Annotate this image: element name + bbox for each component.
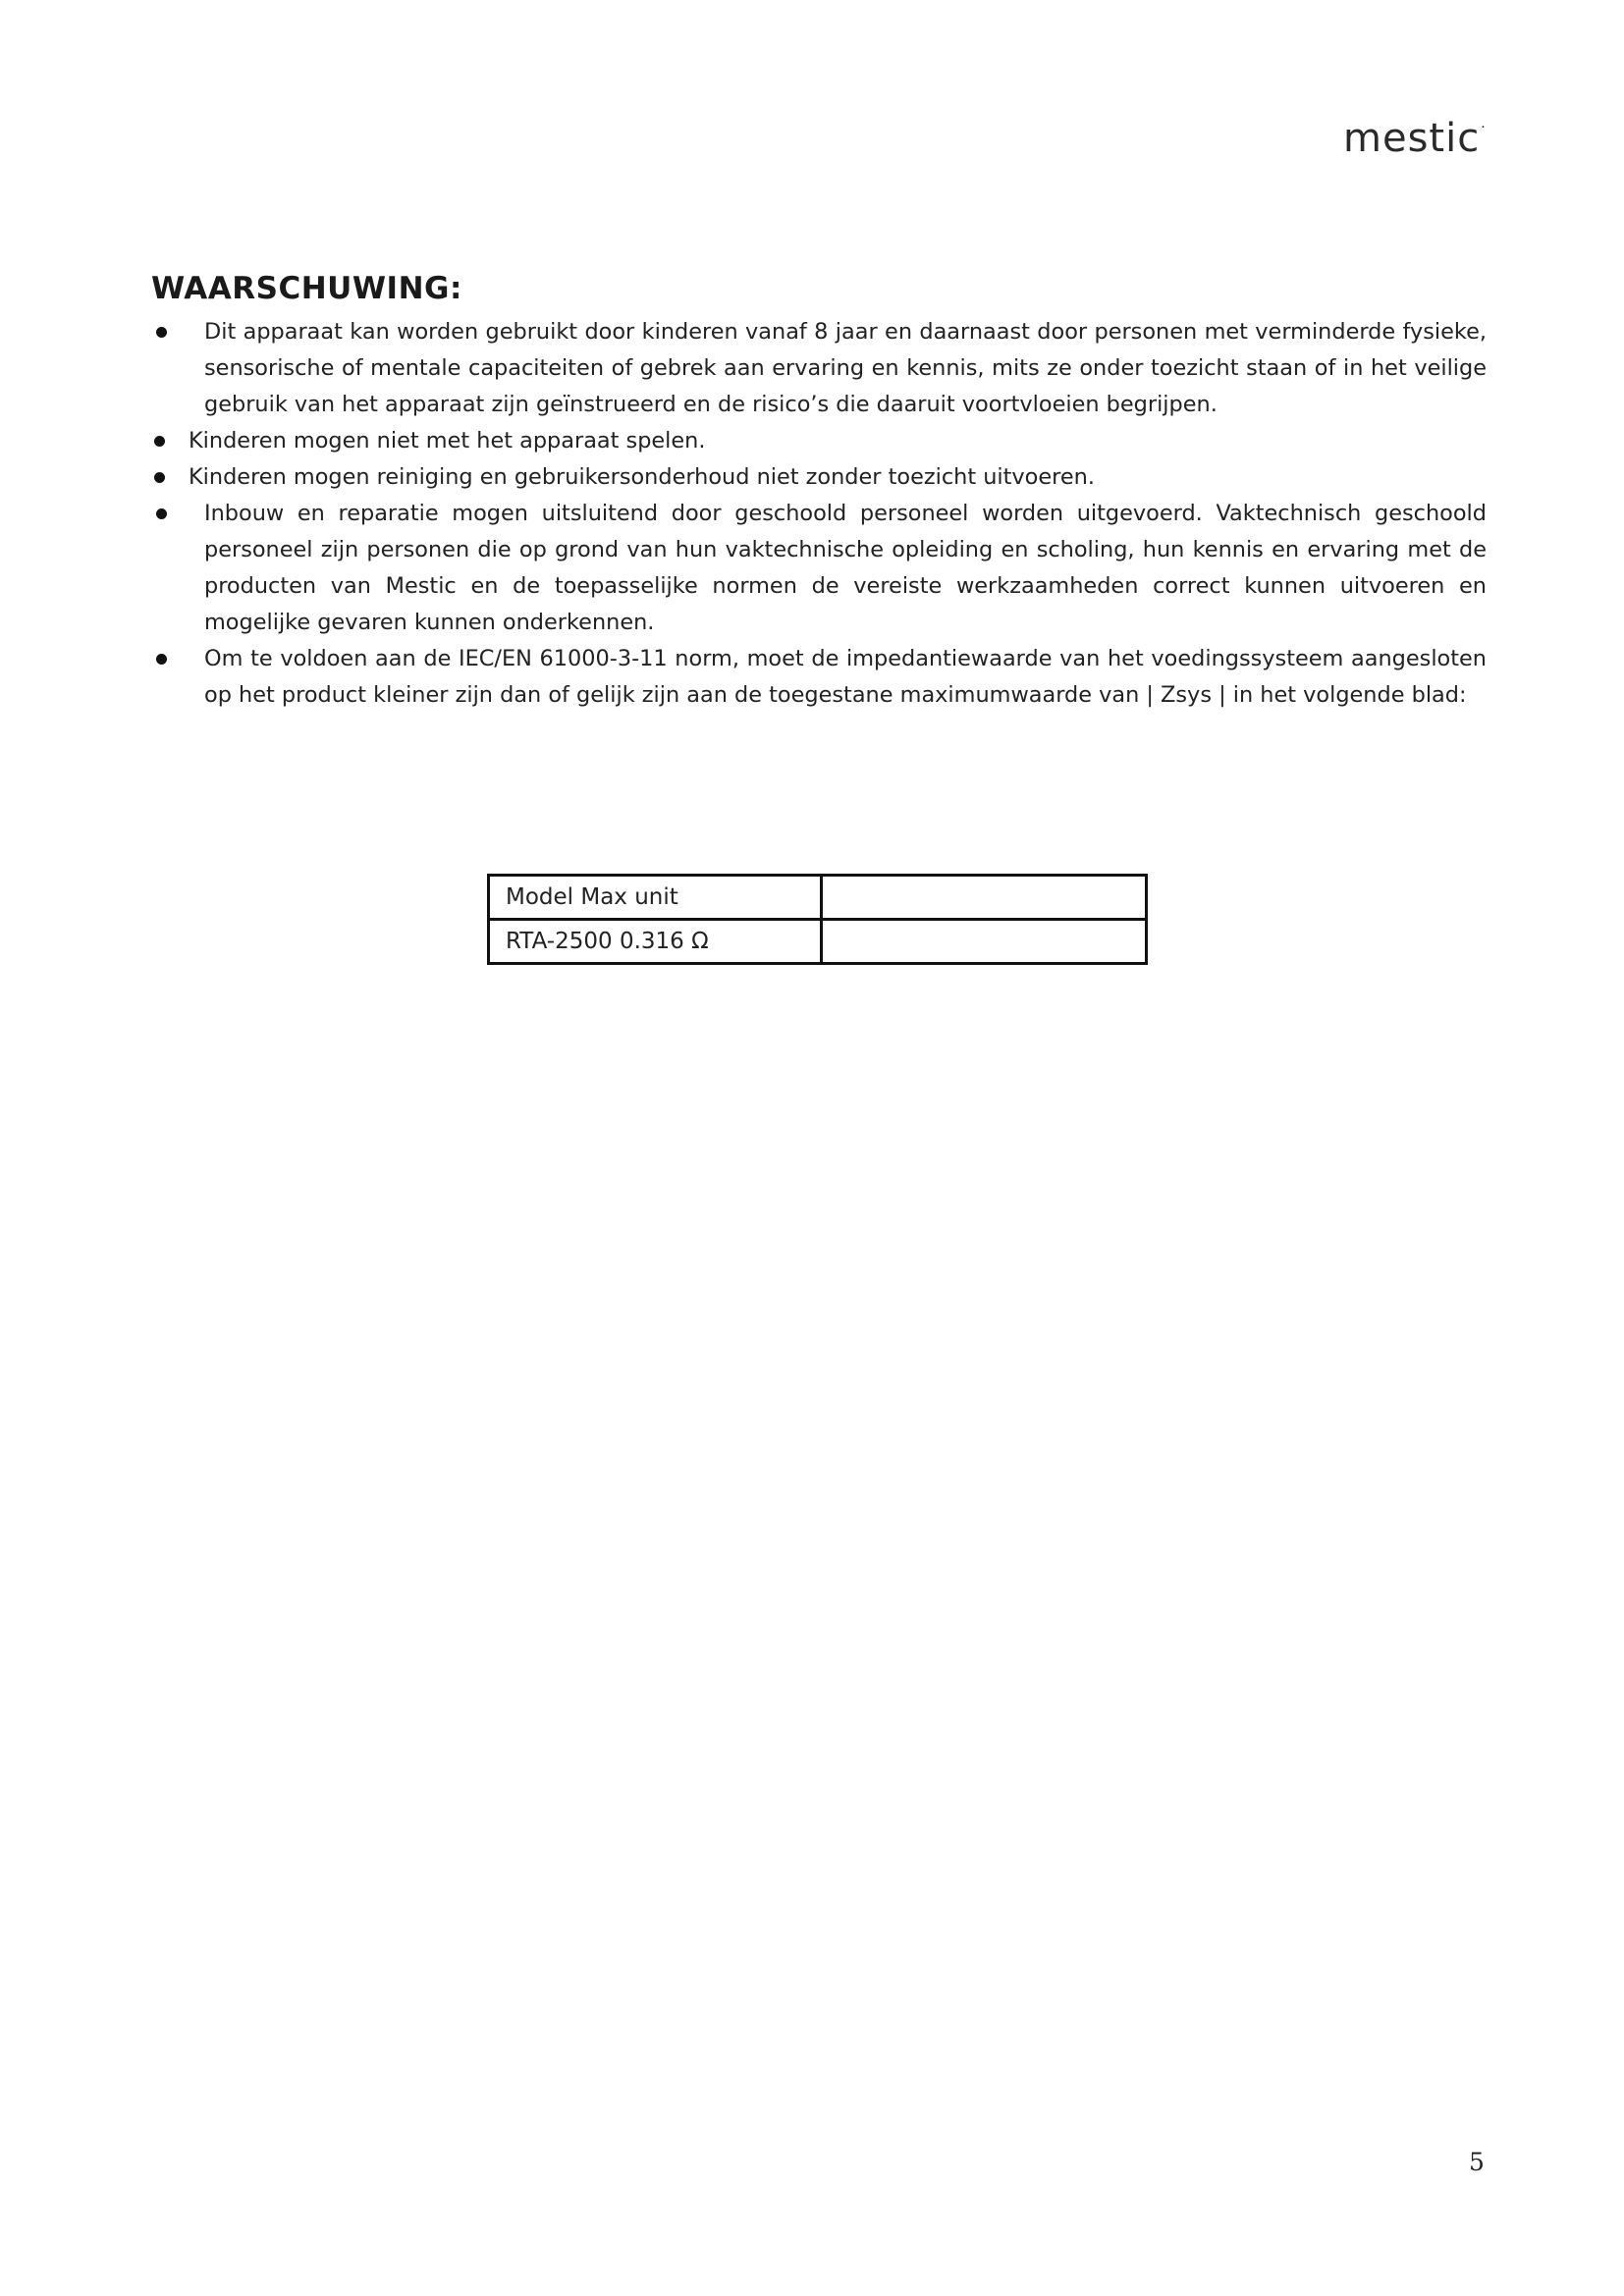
table-cell: RTA-2500 0.316 Ω xyxy=(489,920,822,964)
logo-mark: · xyxy=(1481,120,1487,135)
table-cell: Model Max unit xyxy=(489,876,822,920)
table-row xyxy=(489,876,1147,920)
table-cell xyxy=(822,876,1147,920)
warning-item: Inbouw en reparatie mogen uitsluitend door geschoold personeel worden uitgevoerd. Vaktechnisch geschoold personeel zijn personen die op grond van hun vaktechnische opleiding en scholing, hun kennis en ervaring met de producten van Mestic en de toepasselijke normen de vereiste werkzaamheden correct kunnen uitvoeren en mogelijke gevaren kunnen onderkennen. xyxy=(151,496,1487,641)
impedance-table xyxy=(487,874,1148,965)
page-number: 5 xyxy=(1469,2148,1485,2176)
logo-text: mestic xyxy=(1343,116,1481,161)
table-row xyxy=(489,920,1147,964)
mestic-logo xyxy=(1343,116,1487,161)
warning-item: Dit apparaat kan worden gebruikt door kinderen vanaf 8 jaar en daarnaast door personen met verminderde fysieke, sensorische of mentale capaciteiten of gebrek aan ervaring en kennis, mits ze onder toezicht staan of in het veilige gebruik van het apparaat zijn geïnstrueerd en de risico’s die daaruit voortvloeien begrijpen. xyxy=(151,314,1487,423)
warning-item: Kinderen mogen reiniging en gebruikersonderhoud niet zonder toezicht uitvoeren. xyxy=(151,459,1487,496)
warning-list xyxy=(151,314,1487,714)
warning-item: Om te voldoen aan de IEC/EN 61000-3-11 norm, moet de impedantiewaarde van het voedingssysteem aangesloten op het product kleiner zijn dan of gelijk zijn aan de toegestane maximumwaarde van | Zsys | in het volgende blad: xyxy=(151,641,1487,714)
table-cell xyxy=(822,920,1147,964)
warning-item: Kinderen mogen niet met het apparaat spelen. xyxy=(151,423,1487,459)
warning-heading: WAARSCHUWING: xyxy=(151,271,462,306)
